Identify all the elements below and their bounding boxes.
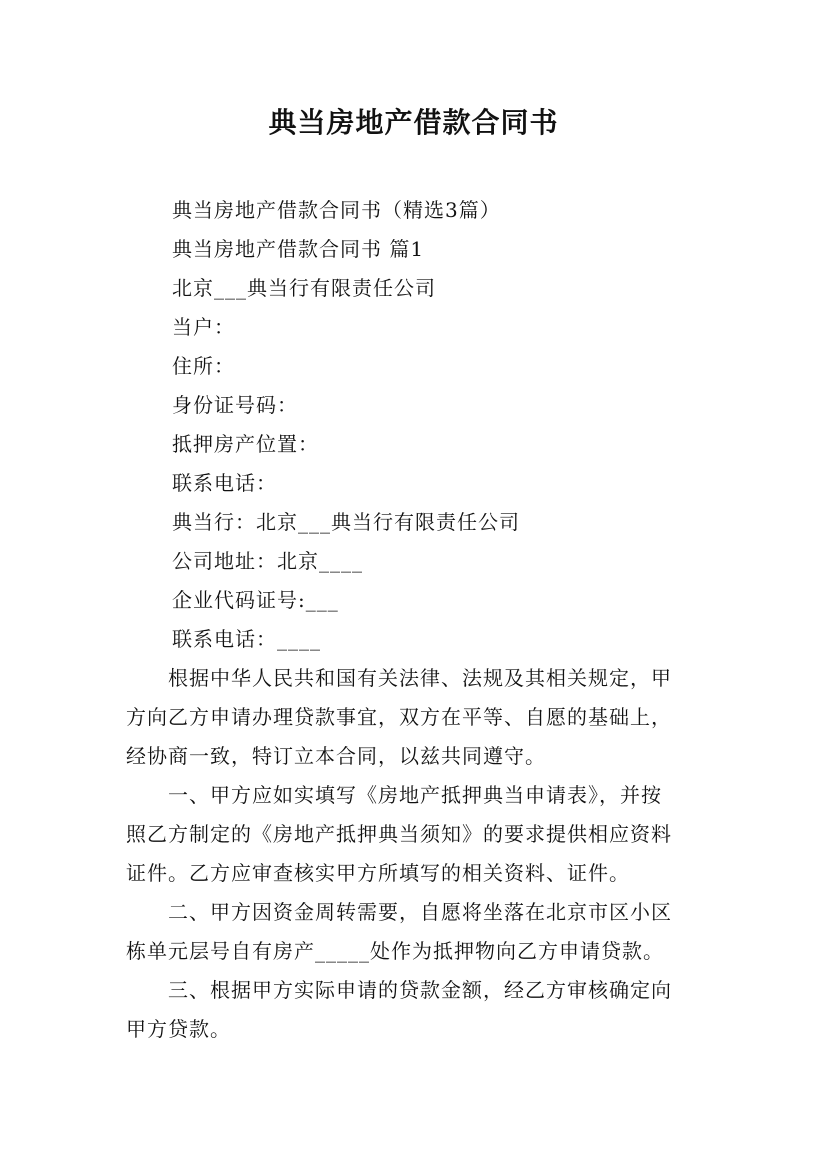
header-line-pawner: 当户：: [172, 315, 235, 339]
header-line-company: 北京___典当行有限责任公司: [172, 276, 436, 300]
paragraph-intro-line-1: 根据中华人民共和国有关法律、法规及其相关规定，甲: [126, 666, 672, 690]
header-line-enterprise-code: 企业代码证号:___: [172, 588, 339, 612]
paragraph-clause-1-line-1: 一、甲方应如实填写《房地产抵押典当申请表》，并按: [126, 783, 662, 807]
paragraph-clause-3-line-1: 三、根据甲方实际申请的贷款金额，经乙方审核确定向: [126, 978, 672, 1002]
paragraph-intro-line-2: 方向乙方申请办理贷款事宜，双方在平等、自愿的基础上，: [126, 705, 672, 729]
header-line-pawnshop: 典当行：北京___典当行有限责任公司: [172, 510, 520, 534]
paragraph-clause-2-line-2: 栋单元层号自有房产_____处作为抵押物向乙方申请贷款。: [126, 939, 664, 963]
paragraph-clause-1-line-2: 照乙方制定的《房地产抵押典当须知》的要求提供相应资料: [126, 822, 672, 846]
header-line-phone-1: 联系电话：: [172, 471, 277, 495]
header-line-address: 住所：: [172, 354, 235, 378]
header-line-property-location: 抵押房产位置：: [172, 432, 319, 456]
header-line-id-number: 身份证号码：: [172, 393, 298, 417]
header-line-company-address: 公司地址：北京____: [172, 549, 363, 573]
paragraph-clause-2-line-1: 二、甲方因资金周转需要，自愿将坐落在北京市区小区: [126, 900, 672, 924]
document-title: 典当房地产借款合同书: [268, 106, 559, 139]
header-line-collection-title: 典当房地产借款合同书（精选3篇）: [172, 198, 501, 222]
header-line-section-title: 典当房地产借款合同书 篇1: [172, 237, 425, 261]
paragraph-clause-1-line-3: 证件。乙方应审查核实甲方所填写的相关资料、证件。: [126, 861, 630, 885]
header-line-phone-2: 联系电话：____: [172, 627, 321, 651]
paragraph-clause-3-line-2: 甲方贷款。: [126, 1017, 231, 1041]
paragraph-intro-line-3: 经协商一致，特订立本合同，以兹共同遵守。: [126, 744, 546, 768]
